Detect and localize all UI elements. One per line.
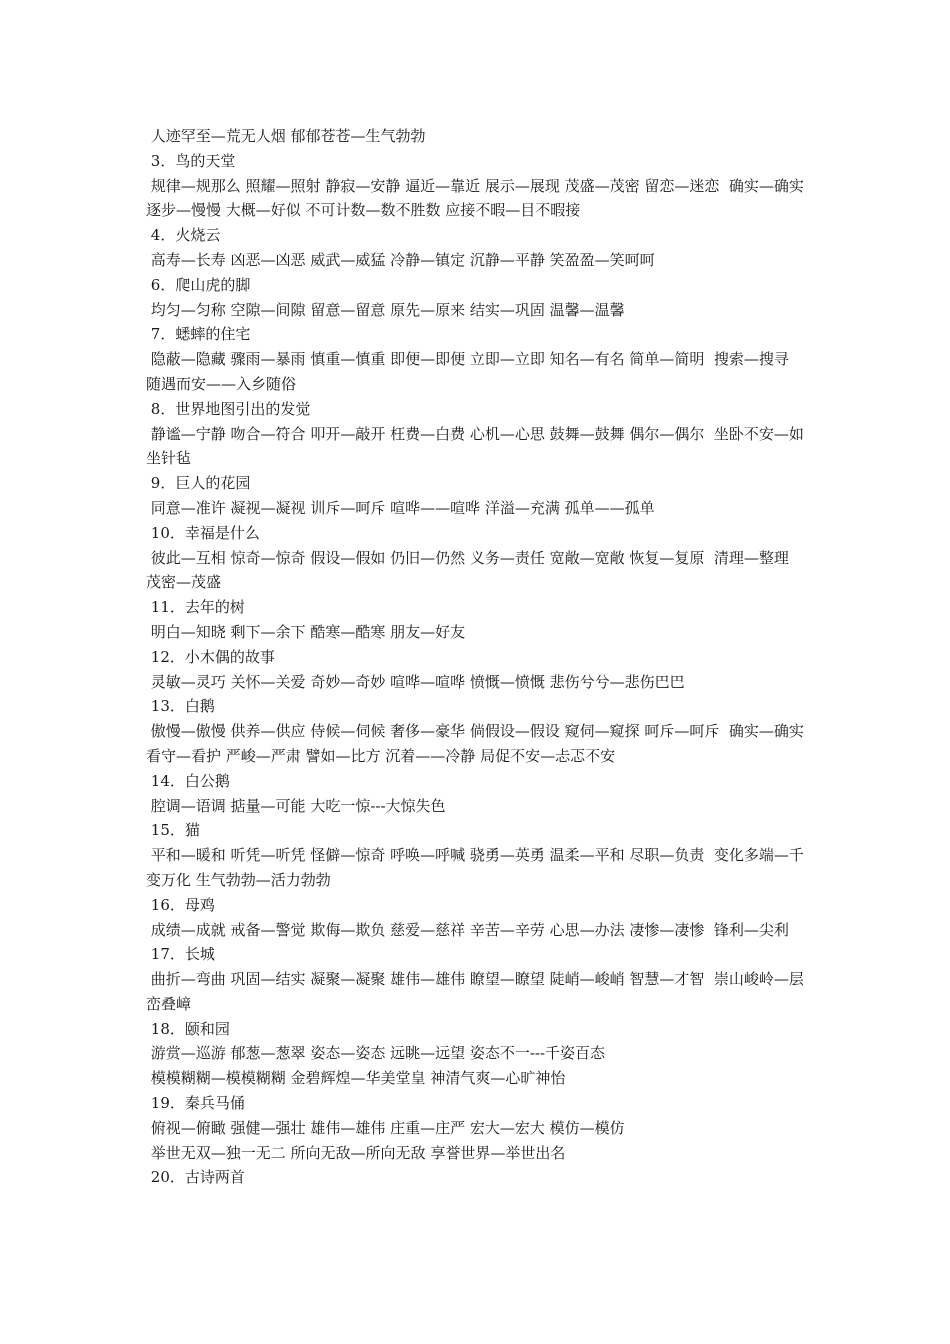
- body-text: 曲折—弯曲 巩固—结实 凝聚—凝聚 雄伟—雄伟 瞭望—瞭望 陡峭—峻峭 智慧—才智 崇山峻岭—层峦叠嶂: [146, 970, 804, 1013]
- body-text: 明白—知晓 剩下—余下 酷寒—酷寒 朋友—好友: [146, 622, 466, 641]
- section-heading: 17．长城: [146, 945, 215, 964]
- body-text: 游赏—巡游 郁葱—葱翠 姿态—姿态 远眺—远望 姿态不一---千姿百态: [146, 1044, 606, 1063]
- body-text: 隐蔽—隐藏 骤雨—暴雨 慎重—慎重 即便—即便 立即—立即 知名—有名 简单—简明 搜索—搜寻 随遇而安——入乡随俗: [146, 350, 794, 393]
- body-text: 傲慢—傲慢 供养—供应 侍候—伺候 奢侈—豪华 倘假设—假设 窥伺—窥探 呵斥—呵斥 确实—确实 看守—看护 严峻—严肃 譬如—比方 沉着——冷静 局促不安—忐忑不安: [146, 722, 809, 765]
- section-heading: 7．蟋蟀的住宅: [146, 325, 251, 344]
- body-text: 高寿—长寿 凶恶—凶恶 威武—威猛 冷静—镇定 沉静—平静 笑盈盈—笑呵呵: [146, 250, 655, 269]
- section-heading: 8．世界地图引出的发觉: [146, 399, 311, 418]
- body-text: 腔调—语调 掂量—可能 大吃一惊---大惊失色: [146, 796, 446, 815]
- body-text: 同意—准许 凝视—凝视 训斥—呵斥 喧哗——喧哗 洋溢—充满 孤单——孤单: [146, 498, 655, 517]
- body-text: 俯视—俯瞰 强健—强壮 雄伟—雄伟 庄重—庄严 宏大—宏大 模仿—模仿: [146, 1118, 625, 1137]
- section-heading: 18．颐和园: [146, 1019, 230, 1038]
- body-text: 规律—规那么 照耀—照射 静寂—安静 逼近—靠近 展示—展现 茂盛—茂密 留恋—迷恋 确实—确实 逐步—慢慢 大概—好似 不可计数—数不胜数 应接不暇—目不暇接: [146, 176, 809, 220]
- section-heading: 9．巨人的花园: [146, 474, 251, 493]
- body-text: 彼此—互相 惊奇—惊奇 假设—假如 仍旧—仍然 义务—责任 宽敞—宽敞 恢复—复原 清理—整理 茂密—茂盛: [146, 548, 794, 592]
- section-heading: 12．小木偶的故事: [146, 647, 275, 666]
- section-heading: 6．爬山虎的脚: [146, 275, 251, 294]
- section-heading: 4．火烧云: [146, 226, 221, 245]
- section-heading: 11．去年的树: [146, 598, 245, 617]
- document-page: [146, 124, 808, 1190]
- section-heading: 19．秦兵马俑: [146, 1094, 245, 1113]
- section-heading: 16．母鸡: [146, 895, 215, 914]
- section-heading: 3．鸟的天堂: [146, 151, 236, 170]
- body-text: 模模糊糊—模模糊糊 金碧辉煌—华美堂皇 神清气爽—心旷神怡: [146, 1069, 566, 1088]
- body-text: 成绩—成就 戒备—警觉 欺侮—欺负 慈爱—慈祥 辛苦—辛劳 心思—办法 凄惨—凄惨 锋利—尖利: [146, 920, 789, 939]
- section-heading: 13．白鹅: [146, 697, 215, 716]
- body-text: 静谧—宁静 吻合—符合 叩开—敲开 枉费—白费 心机—心思 鼓舞—鼓舞 偶尔—偶尔 坐卧不安—如坐针毡: [146, 424, 804, 468]
- section-heading: 14．白公鹅: [146, 771, 230, 790]
- section-heading: 20．古诗两首: [146, 1168, 245, 1187]
- body-text: 平和—暖和 听凭—听凭 怪僻—惊奇 呼唤—呼喊 骁勇—英勇 温柔—平和 尽职—负责 变化多端—千变万化 生气勃勃—活力勃勃: [146, 846, 804, 889]
- body-text: 均匀—匀称 空隙—间隙 留意—留意 原先—原来 结实—巩固 温馨—温馨: [146, 300, 625, 319]
- body-text: 人迹罕至—荒无人烟 郁郁苍苍—生气勃勃: [146, 127, 426, 145]
- body-text: 举世无双—独一无二 所向无敌—所向无敌 享誉世界—举世出名: [146, 1143, 566, 1162]
- body-text: 灵敏—灵巧 关怀—关爱 奇妙—奇妙 喧哗—喧哗 愤慨—愤慨 悲伤兮兮—悲伤巴巴: [146, 672, 685, 691]
- section-heading: 15．猫: [146, 821, 200, 840]
- section-heading: 10．幸福是什么: [146, 523, 260, 542]
